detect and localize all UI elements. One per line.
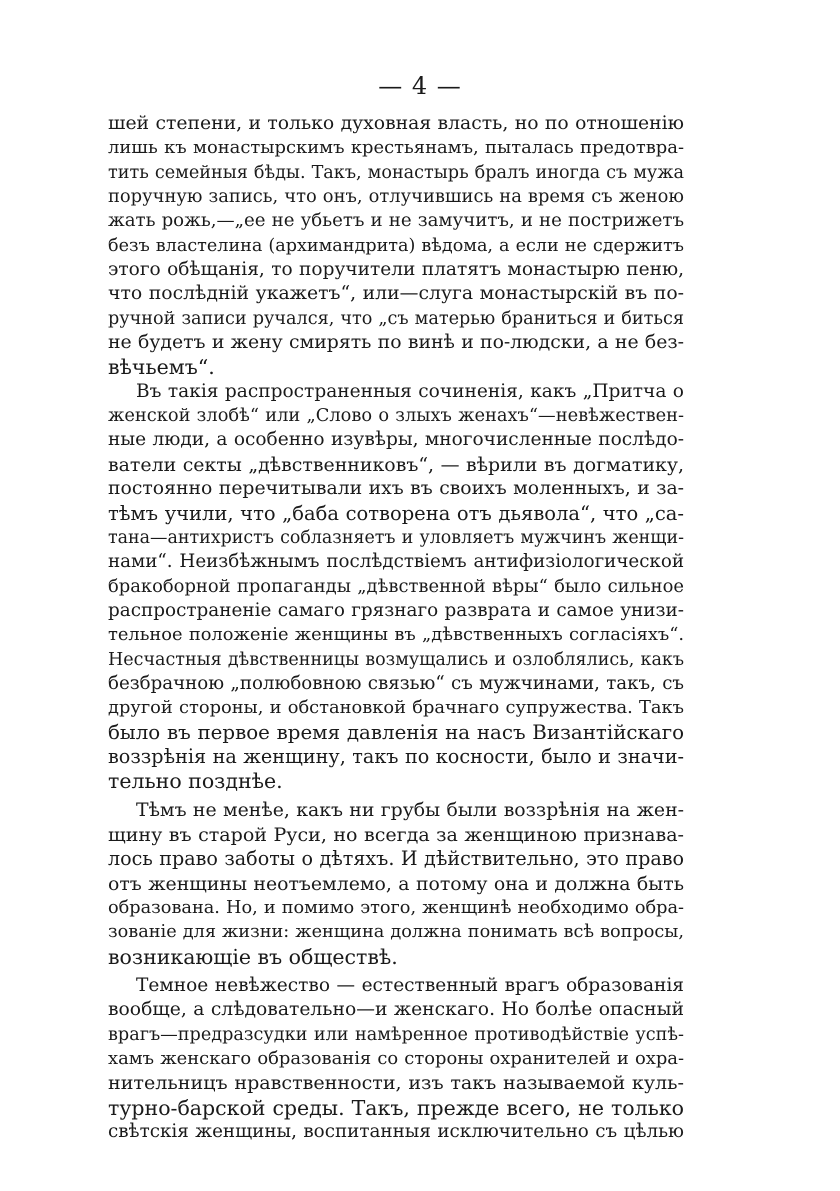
text-line: Несчастныя дѣвственницы возмущались и озлоблялись, какъ	[108, 649, 684, 670]
text-line: не будетъ и жену смирять по винѣ и по-людски, а не без-	[108, 332, 684, 354]
paragraph-3	[108, 799, 684, 969]
text-line: безбрачною „полюбовною связью“ съ мужчинами, такъ, съ	[108, 672, 684, 694]
text-line: безъ властелина (архимандрита) вѣдома, а если не сдержитъ	[108, 235, 684, 256]
text-line: распространеніе самаго грязнаго разврата и самое унизи-	[108, 599, 684, 621]
text-line: ные люди, а особенно изувѣры, многочисленные послѣдо-	[108, 429, 684, 451]
text-line: шей степени, и только духовная власть, но по отношенію	[108, 113, 684, 134]
text-line: Въ такія распространенныя сочиненія, какъ „Притча о	[136, 380, 684, 402]
text-line: свѣтскія женщины, воспитанныя исключительно съ цѣлью	[108, 1121, 684, 1143]
text-line: нами“. Неизбѣжнымъ послѣдствіемъ антифизіологической	[108, 551, 684, 573]
page-number: — 4 —	[378, 72, 462, 100]
text-line: лось право заботы о дѣтяхъ. И дѣйствительно, это право	[108, 847, 684, 871]
text-line: постоянно перечитывали ихъ въ своихъ моленныхъ, и за-	[108, 478, 684, 500]
paragraph-1	[108, 112, 684, 380]
text-line: бракоборной пропаганды „дѣвственной вѣры“ было сильное	[108, 575, 684, 597]
text-line: что послѣдній укажетъ“, или—слуга монастырскій въ по-	[108, 283, 684, 305]
text-line: вѣчьемъ“.	[108, 355, 215, 380]
paragraph-2	[108, 380, 684, 794]
text-line: лишь къ монастырскимъ крестьянамъ, пыталась предотвра-	[108, 137, 684, 159]
text-line: другой стороны, и обстановкой брачнаго супружества. Такъ	[108, 697, 684, 719]
text-line: ручной записи ручался, что „съ матерью браниться и биться	[108, 308, 684, 329]
text-line: нительницъ нравственности, изъ такъ называемой куль-	[108, 1071, 684, 1095]
text-line: турно-барской среды. Такъ, прежде всего, не только	[108, 1095, 684, 1120]
text-line: было въ первое время давленія на насъ Византійскаго	[108, 720, 684, 744]
text-line: образована. Но, и помимо этого, женщинѣ необходимо обра-	[108, 898, 684, 918]
text-line: тѣмъ учили, что „баба сотворена отъ дьявола“, что „са-	[108, 501, 684, 525]
text-line: щину въ старой Руси, но всегда за женщиною признава-	[108, 823, 684, 846]
paragraph-4	[108, 974, 684, 1144]
text-line: Тѣмъ не менѣе, какъ ни грубы были воззрѣнія на жен-	[136, 799, 684, 821]
text-line: поручную запись, что онъ, отлучившись на время съ женою	[108, 186, 684, 208]
text-line: хамъ женскаго образованія со стороны охранителей и охра-	[108, 1048, 684, 1070]
text-line: возникающіе въ обществѣ.	[108, 944, 398, 969]
text-line: жать рожь,—„ее не убьетъ и не замучитъ, и не пострижетъ	[108, 210, 684, 232]
text-line: женской злобѣ“ или „Слово о злыхъ женахъ“—невѣжествен-	[108, 405, 684, 427]
text-line: отъ женщины неотъемлемо, а потому она и должна быть	[108, 872, 684, 895]
text-line: тана—антихристъ соблазняетъ и уловляетъ мужчинъ женщи-	[108, 527, 684, 548]
text-line: ватели секты „дѣвственниковъ“, — вѣрили въ догматику,	[108, 453, 684, 476]
text-line: Темное невѣжество — естественный врагъ образованія	[136, 975, 684, 997]
body-text	[108, 112, 684, 1144]
text-line: тить семейныя бѣды. Такъ, монастырь бралъ иногда съ мужа	[108, 162, 684, 183]
text-line: тельно позднѣе.	[108, 769, 283, 794]
text-line: тельное положеніе женщины въ „дѣвственныхъ согласіяхъ“.	[108, 624, 684, 646]
text-line: вообще, а слѣдовательно—и женскаго. Но болѣе опасный	[108, 999, 684, 1021]
text-line: этого обѣщанія, то поручители платятъ монастырю пеню,	[108, 259, 684, 281]
text-line: врагъ—предразсудки или намѣренное противодѣйствіе успѣ-	[108, 1024, 684, 1045]
text-line: зованіе для жизни: женщина должна понимать всѣ вопросы,	[108, 922, 684, 943]
text-line: воззрѣнія на женщину, такъ по косности, было и значи-	[108, 744, 684, 768]
